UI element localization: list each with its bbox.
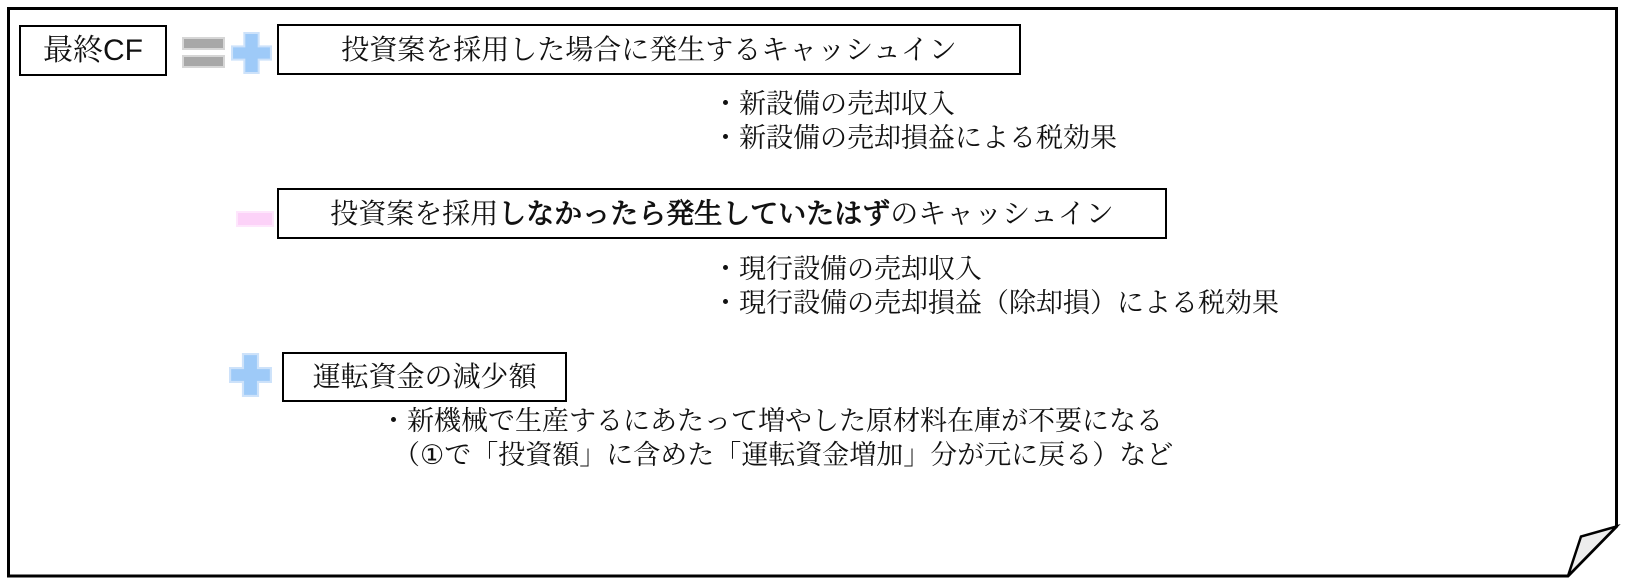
cash-in-not-adopted-label: 投資案を採用しなかったら発生していたはずのキャッシュイン: [330, 197, 1114, 229]
bullet-item: ・新設備の売却収入: [712, 89, 955, 119]
cash-in-adopted-box: [277, 24, 1021, 75]
cash-in-not-adopted-box: [277, 188, 1167, 239]
result-label: 最終CF: [43, 33, 143, 67]
equals-icon: [182, 37, 225, 68]
result-box: [19, 25, 167, 76]
bullet-item: ・現行設備の売却収入: [712, 254, 982, 284]
working-capital-box: [282, 352, 567, 402]
bullet-item: （①で「投資額」に含めた「運転資金増加」分が元に戻る）など: [393, 440, 1174, 470]
minus-icon: [236, 211, 274, 227]
cash-in-adopted-label: 投資案を採用した場合に発生するキャッシュイン: [341, 33, 957, 65]
bullet-item: ・新設備の売却損益による税効果: [712, 123, 1117, 153]
working-capital-bullets: [380, 404, 1173, 472]
plus-icon: [231, 32, 272, 74]
working-capital-label: 運転資金の減少額: [312, 361, 537, 392]
plus-icon: [229, 353, 272, 397]
cash-in-adopted-bullets: [712, 87, 1117, 155]
bullet-item: ・新機械で生産するにあたって増やした原材料在庫が不要になる: [380, 406, 1163, 436]
bullet-item: ・現行設備の売却損益（除却損）による税効果: [712, 288, 1279, 318]
cash-in-not-adopted-bullets: [712, 252, 1279, 320]
